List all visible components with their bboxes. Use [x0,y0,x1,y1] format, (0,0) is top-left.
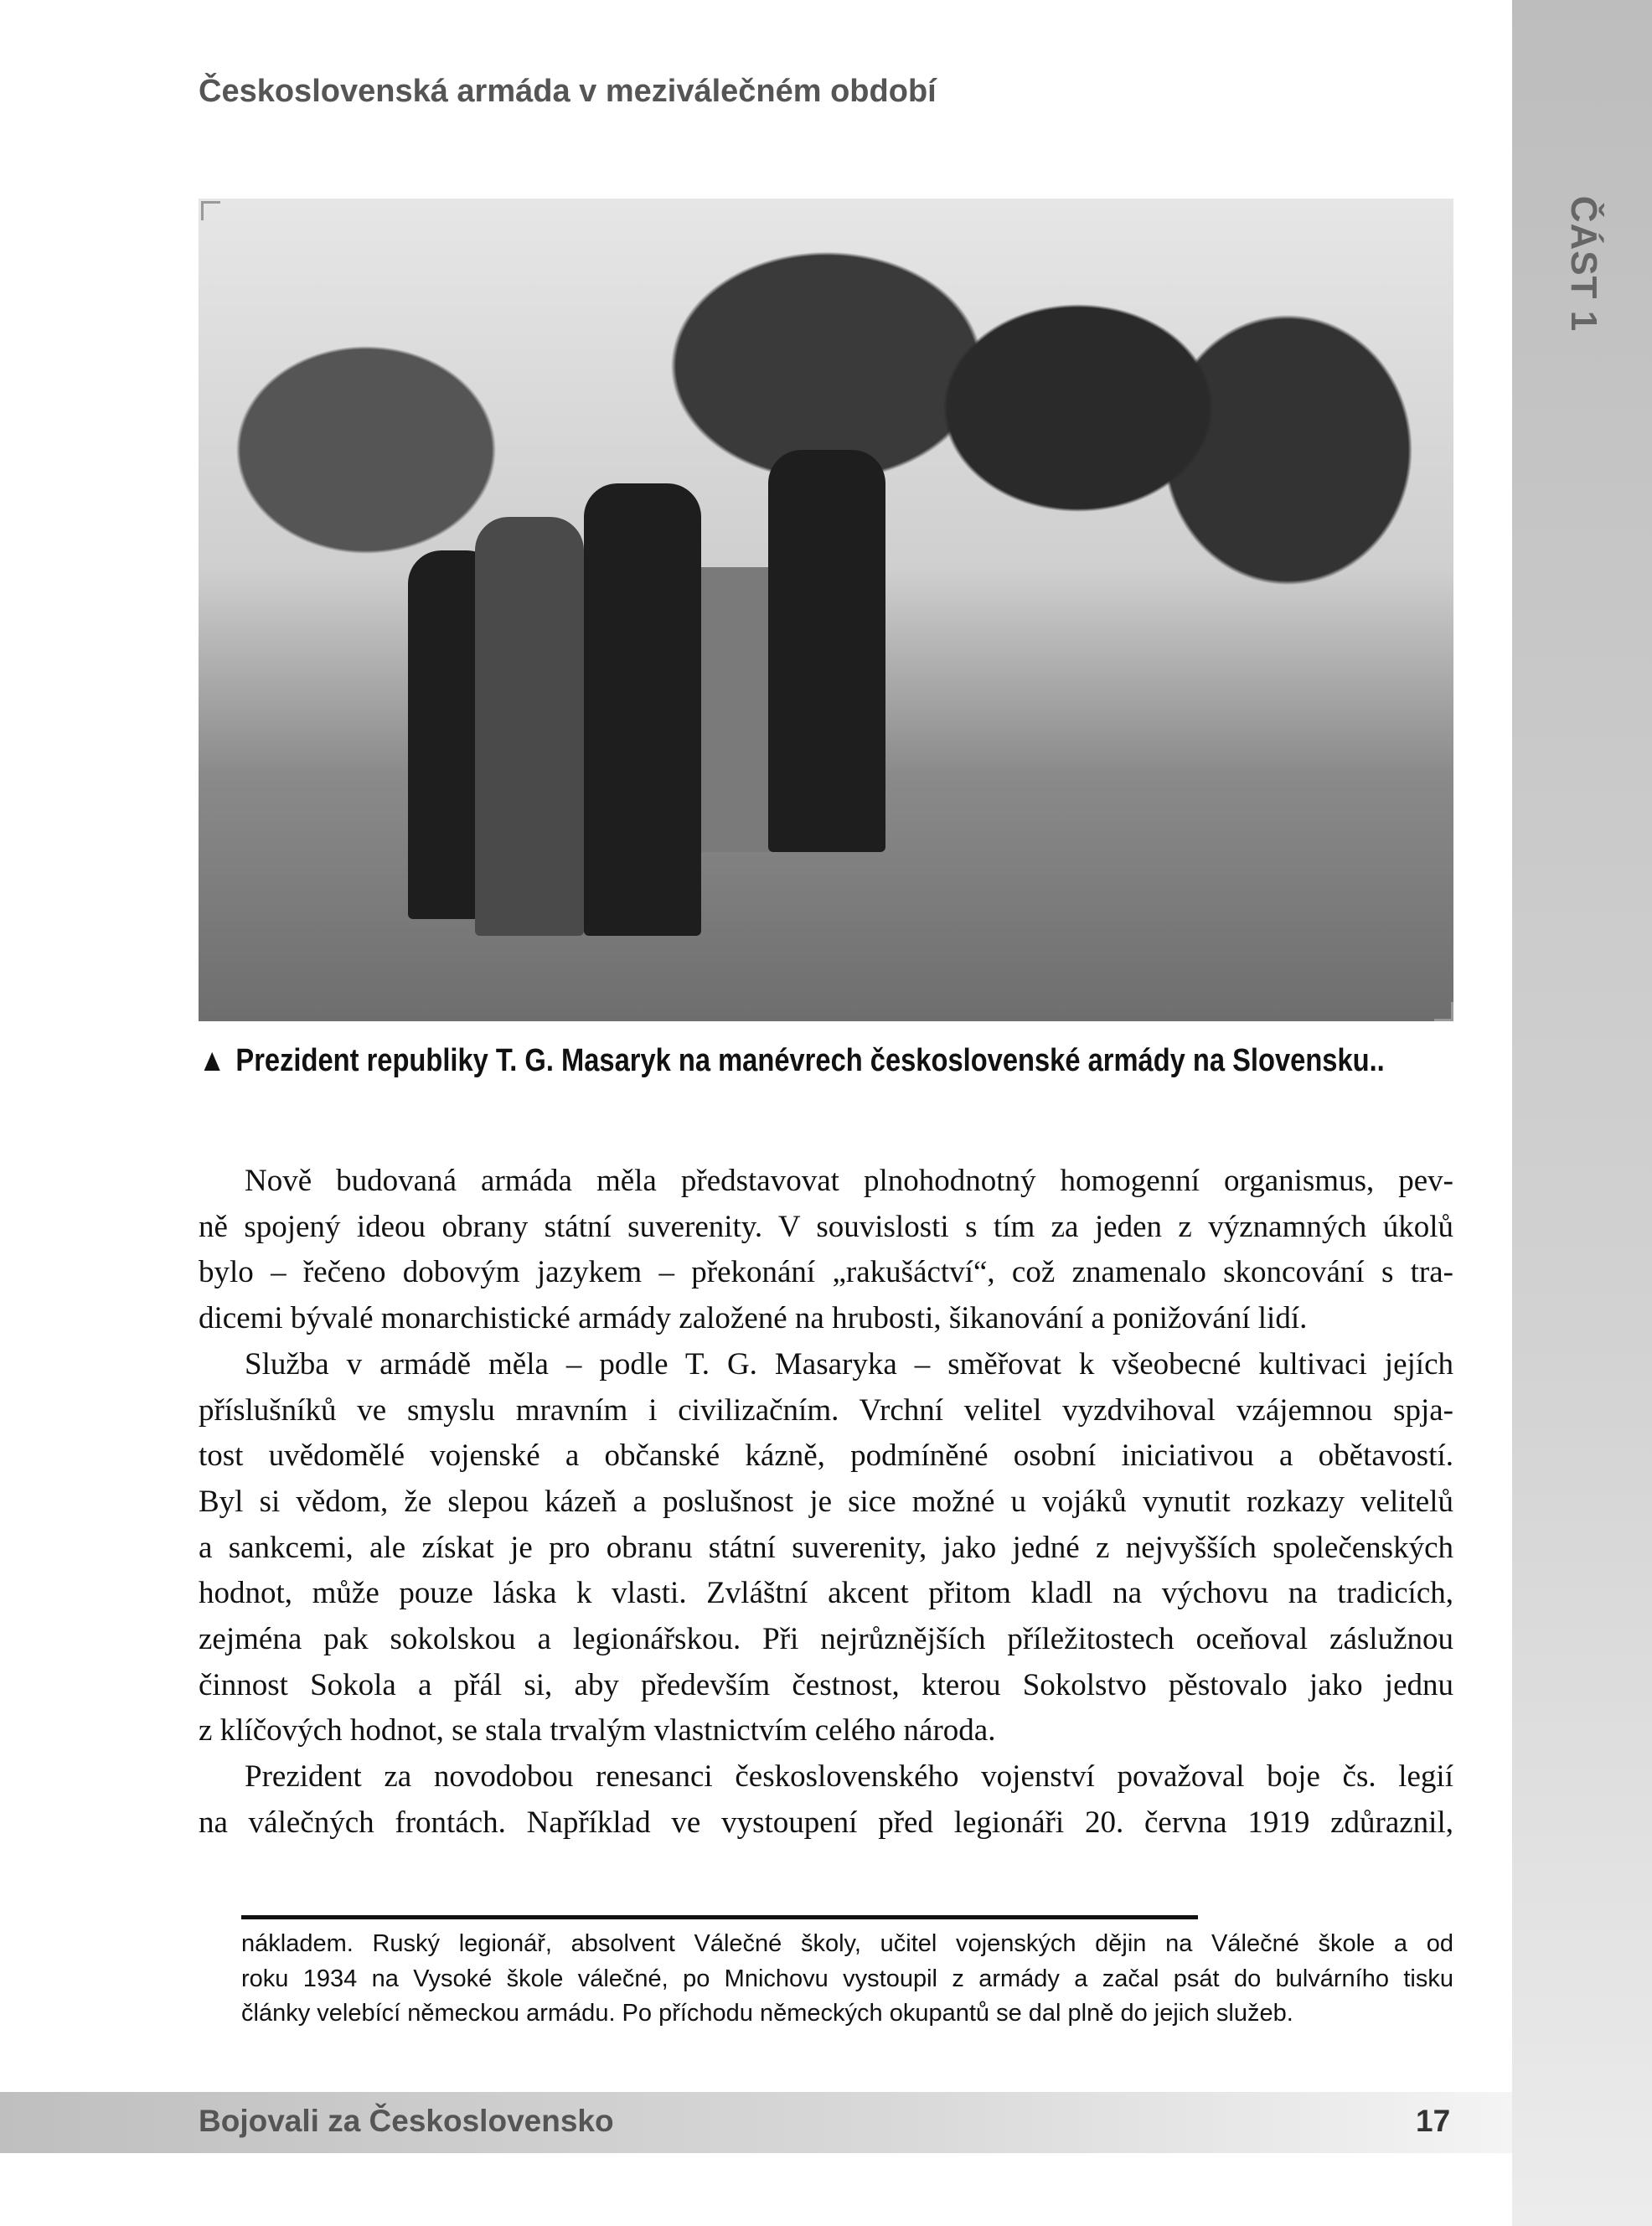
text-line: roku 1934 na Vysoké škole válečné, po Mnichovu vystoupil z armády a začal psát do bulvárního tisku [241,1965,1453,1992]
text-line: činnost Sokola a přál si, aby především čestnost, kterou Sokolstvo pěstovalo jako jednu [199,1667,1453,1702]
text-line: Nově budovaná armáda měla představovat plnohodnotný homogenní organismus, pev- [245,1164,1453,1198]
body-text [199,1159,1453,1846]
text-line: ně spojený ideou obrany státní suverenity. V souvislosti s tím za jeden z významných úkolů [199,1209,1453,1244]
part-sidebar [1512,0,1652,2226]
text-line: Prezident za novodobou renesanci československého vojenství považoval boje čs. legií [245,1759,1453,1795]
figure-general [584,483,701,936]
page-footer [0,2092,1512,2153]
photo-masaryk-maneuvers [199,199,1453,1021]
text-line: z klíčových hodnot, se stala trvalým vlastnictvím celého národa. [199,1713,996,1748]
running-title: Československá armáda v meziválečném období [199,74,937,109]
figure-caption: ▲ Prezident republiky T. G. Masaryk na manévrech československé armády na Slovensku.. [199,1043,1385,1078]
text-line: nákladem. Ruský legionář, absolvent Válečné školy, učitel vojenských dějin na Válečné škole a od [241,1930,1453,1957]
text-line: a sankcemi, ale získat je pro obranu státní suverenity, jako jedné z nejvyšších společenských [199,1530,1453,1565]
frame-corner [201,201,220,220]
text-line: dicemi bývalé monarchistické armády založené na hrubosti, šikanování a ponižování lidí. [199,1301,1308,1336]
text-line: na válečných frontách. Například ve vystoupení před legionáři 20. června 1919 zdůraznil, [199,1805,1453,1840]
footnote-rule [241,1915,1198,1919]
text-line: zejména pak sokolskou a legionářskou. Při nejrůznějších příležitostech oceňoval záslužnou [199,1622,1453,1657]
figure-president [475,517,584,936]
text-line: články velebící německou armádu. Po příchodu německých okupantů se dal plně do jejich služeb. [241,2000,1293,2027]
text-line: bylo – řečeno dobovým jazykem – překonání „rakušáctví“, což znamenalo skoncování s tra- [199,1255,1453,1290]
text-line: příslušníků ve smyslu mravním i civilizačním. Vrchní velitel vyzdvihoval vzájemnou spja- [199,1392,1453,1428]
frame-corner [1434,1002,1453,1021]
footnote [241,1927,1453,2032]
text-line: Služba v armádě měla – podle T. G. Masaryka – směřovat k všeobecné kultivaci jejích [245,1346,1453,1382]
book-title: Bojovali za Československo [199,2104,614,2138]
text-line: Byl si vědom, že slepou kázeň a poslušnost je sice možné u vojáků vynutit rozkazy velitelů [199,1484,1453,1519]
part-label: ČÁST 1 [1563,195,1604,333]
text-line: hodnot, může pouze láska k vlasti. Zvláštní akcent přitom kladl na výchovu na tradicích, [199,1576,1453,1611]
page-number: 17 [1416,2104,1451,2138]
figure-officer-map [768,450,885,852]
text-line: tost uvědomělé vojenské a občanské kázně, podmíněné osobní iniciativou a obětavostí. [199,1438,1453,1474]
triangle-up-icon: ▲ [199,1043,226,1078]
